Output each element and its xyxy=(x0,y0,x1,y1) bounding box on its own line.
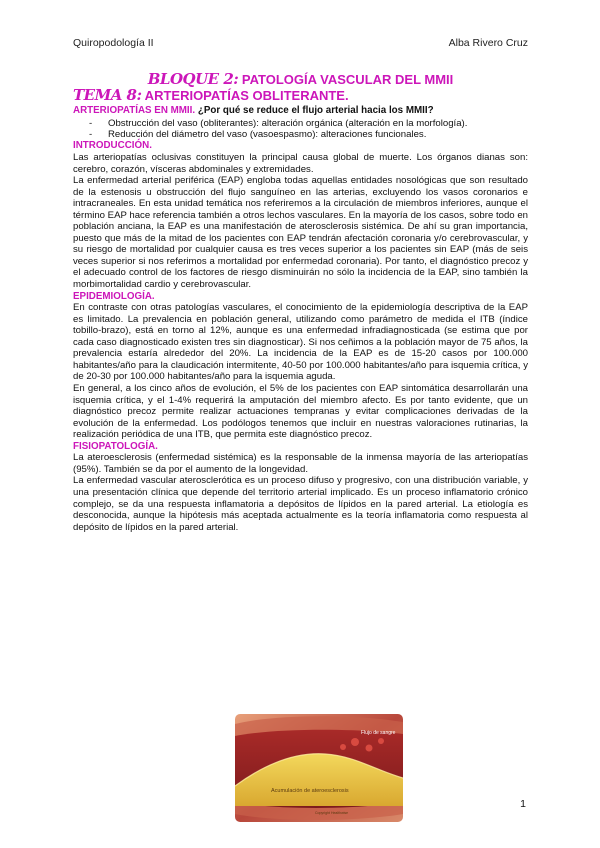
figure-label-plaque: Acumulación de ateroesclerosis xyxy=(271,788,349,794)
content xyxy=(73,72,528,533)
header-right: Alba Rivero Cruz xyxy=(448,37,528,49)
list-item: - Reducción del diámetro del vaso (vasoespasmo): alteraciones funcionales. xyxy=(73,129,528,140)
header-left: Quiropodología II xyxy=(73,37,154,49)
paragraph: La enfermedad arterial periférica (EAP) engloba todas aquellas entidades nosológicas que son resultado de la estenosis u obstrucción del flujo sanguíneo en las arterias, excluyendo los vasos coronarios e intracraneales. En esta unidad temática nos referiremos a la circulación de miembros inferiores, aunque el término EAP hace referencia también a otros lechos vasculares. En la mayoría de los casos, sobre todo en población anciana, la EAP es una manifestación de aterosclerosis sistémica. De ahí su gran importancia, puesto que más de la mitad de los pacientes con EAP tendrán afectación coronaria y/o cerebrovascular, y su riesgo de mortalidad por cualquier causa es tres veces superior a los pacientes sin EAP (más de seis veces superior si nos referimos a mortalidad por enfermedad coronaria). Por tanto, el diagnóstico precoz y el adecuado control de los factores de riesgo disminuirán no sólo la incidencia de la EAP, sino también la morbimortalidad cardio y cerebrovascular. xyxy=(73,175,528,291)
cause-list xyxy=(73,118,528,141)
list-item: - Obstrucción del vaso (obliterantes): alteración orgánica (alteración en la morfología). xyxy=(73,118,528,129)
page-number: 1 xyxy=(520,798,526,810)
topic-title: TEMA 8: ARTERIOPATÍAS OBLITERANTE. xyxy=(73,86,349,104)
figure-label-flow: Flujo de sangre xyxy=(361,730,396,736)
paragraph: La enfermedad vascular aterosclerótica es un proceso difuso y progresivo, con una distribución variable, y una presentación clínica que depende del territorio arterial implicado. Es un proceso inflamatorio crónico complejo, se da una respuesta inflamatoria a depósitos de lípidos en la pared arterial. La etiología es desconocida, aunque la hipótesis más aceptada actualmente es la teoría inflamatoria como respuesta al depósito de lípidos en la pared arterial. xyxy=(73,475,528,533)
section-heading-physiopathology: FISIOPATOLOGÍA. xyxy=(73,440,158,452)
paragraph: Las arteriopatías oclusivas constituyen la principal causa global de muerte. Los órganos dianas son: cerebro, corazón, vísceras abdominales y extremidades. xyxy=(73,152,528,175)
paragraph: La ateroesclerosis (enfermedad sistémica) es la responsable de la inmensa mayoría de las arteriopatías (95%). También se da por el aumento de la longevidad. xyxy=(73,452,528,475)
paragraph: En general, a los cinco años de evolución, el 5% de los pacientes con EAP sintomática desarrollarán una isquemia crítica, y el 1-4% requerirá la amputación del miembro afecto. Es por tanto evidente, que un diagnóstico precoz permite realizar actuaciones tempranas y evitar complicaciones derivadas de la evolución de la enfermedad. Los podólogos tenemos que incluir en nuestras valoraciones rutinarias, la realización periódica de una ITB, que permita este diagnóstico precoz. xyxy=(73,382,528,441)
paragraph: En contraste con otras patologías vasculares, el conocimiento de la epidemiología descriptiva de la EAP es limitado. La prevalencia en población general, utilizando como parámetro de medida el ITB (índice tobillo-brazo), está en torno al 12%, aunque es una enfermedad infradiagnosticada (se estima que por cada caso diagnosticado existen tres sin diagnosticar). Si nos ceñimos a la población mayor de 75 años, la prevalencia estaría alrededor del 20%. La incidencia de la EAP es de 15-20 casos por 100.000 habitantes/año para la claudicación intermitente, 40-50 por 100.000 habitantes/año para isquemia crítica, y de 20-30 por 100.000 habitantes/año para la isquemia aguda. xyxy=(73,302,528,383)
artery-illustration xyxy=(235,714,403,822)
subtitle-question: ARTERIOPATÍAS EN MMII. ¿Por qué se reduce el flujo arterial hacia los MMII? xyxy=(73,105,434,116)
artery-svg xyxy=(235,714,403,822)
block-title: BLOQUE 2: PATOLOGÍA VASCULAR DEL MMII xyxy=(147,70,454,88)
figure-caption: Copyright Healthwise xyxy=(315,811,349,815)
section-heading-intro: INTRODUCCIÓN. xyxy=(73,140,152,152)
section-heading-epidemiology: EPIDEMIOLOGÍA. xyxy=(73,290,155,302)
